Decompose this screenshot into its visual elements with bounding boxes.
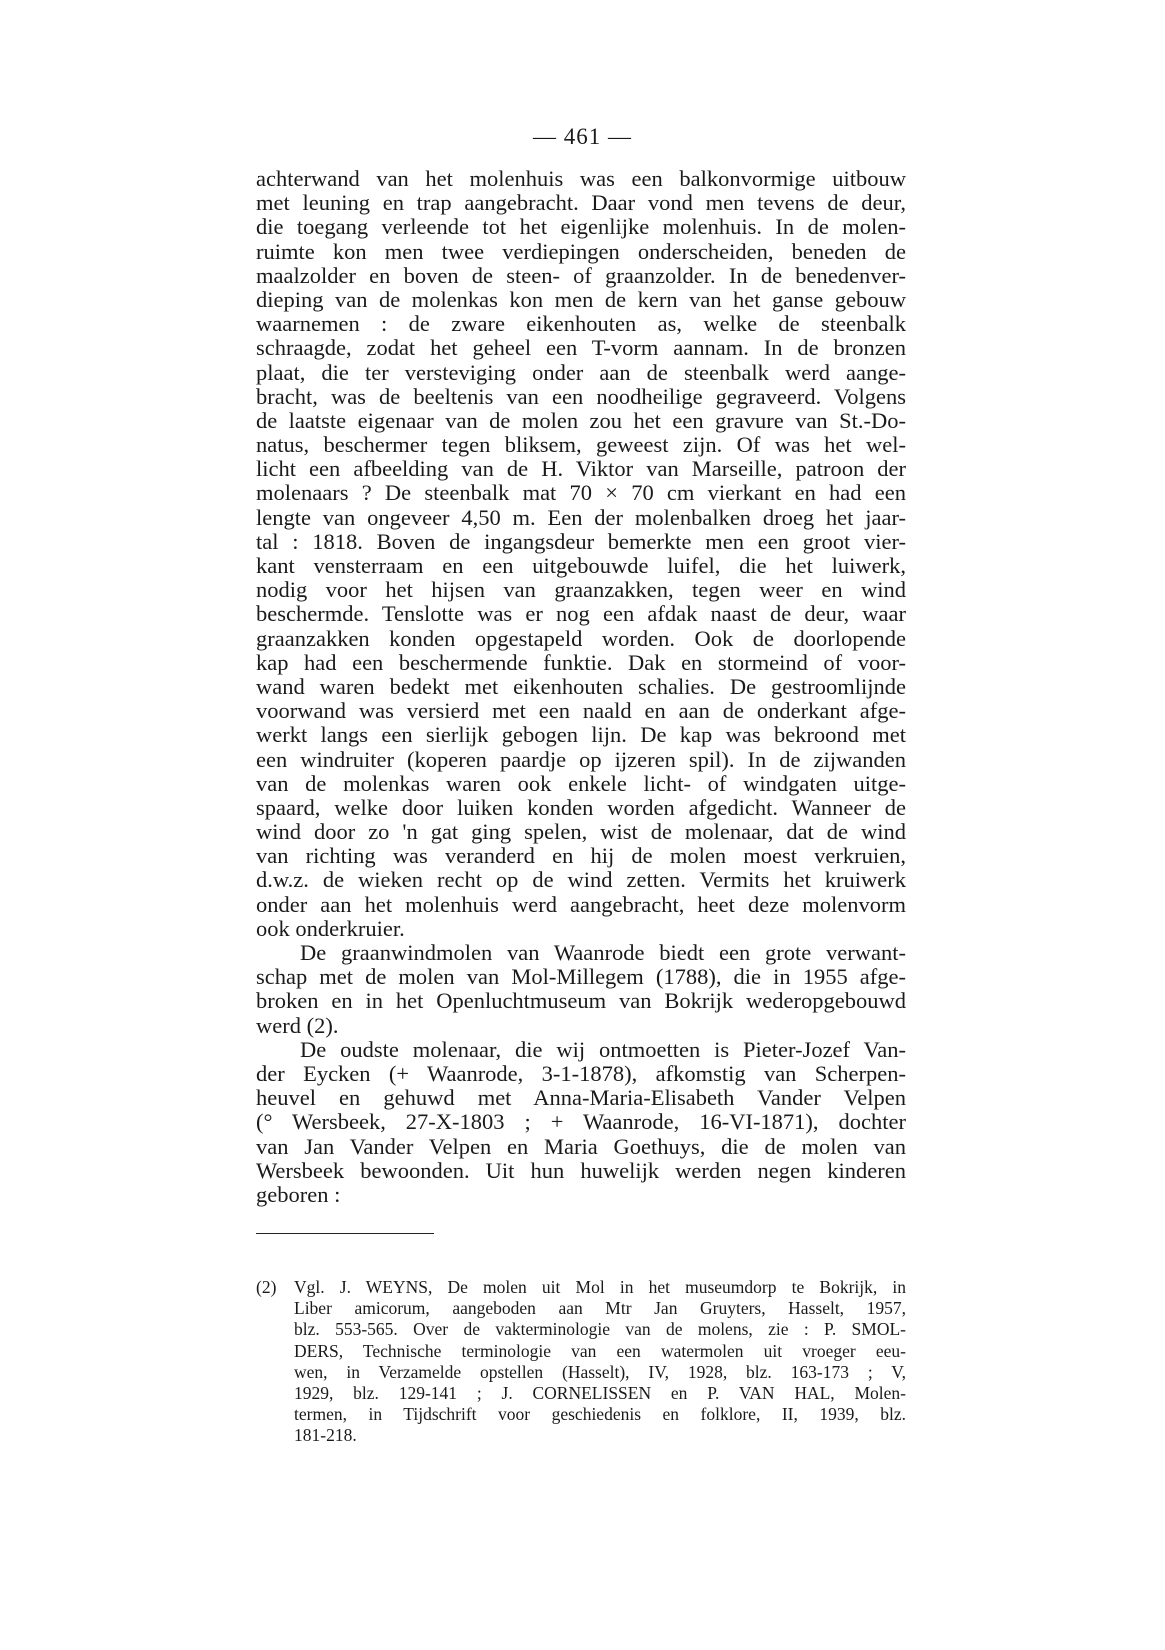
text-line: d.w.z. de wieken recht op de wind zetten. Vermits het kruiwerk [256,867,906,893]
text-line: ook onderkruier. [256,915,405,941]
footnote-marker: (2) [256,1277,277,1297]
text-line: lengte van ongeveer 4,50 m. Een der molenbalken droeg het jaar- [256,504,906,530]
body-text [256,167,906,1207]
text-line: kant vensterraam en een uitgebouwde luifel, die het luiwerk, [256,553,906,578]
text-line: werkt langs een sierlijk gebogen lijn. De kap was bekroond met [256,722,906,748]
footnote-line: blz. 553-565. Over de vakterminologie van de molens, zie : P. SMOL- [294,1319,906,1340]
text-line: (° Wersbeek, 27-X-1803 ; + Waanrode, 16-VI-1871), dochter [256,1109,906,1135]
text-line: achterwand van het molenhuis was een balkonvormige uitbouw [256,166,906,191]
text-line: De graanwindmolen van Waanrode biedt een grote verwant- [300,940,906,965]
text-line: plaat, die ter versteviging onder aan de steenbalk werd aange- [256,359,906,385]
text-line: wind door zo 'n gat ging spelen, wist de molenaar, dat de wind [256,819,906,845]
text-line: heuvel en gehuwd met Anna-Maria-Elisabeth Vander Velpen [256,1085,906,1111]
text-line: voorwand was versierd met een naald en aan de onderkant afge- [256,698,906,724]
footnote-line: termen, in Tijdschrift voor geschiedenis en folklore, II, 1939, blz. [294,1404,906,1425]
text-line: maalzolder en boven de steen- of graanzolder. In de benedenver- [256,262,906,288]
text-line: nodig voor het hijsen van graanzakken, tegen weer en wind [256,577,906,603]
text-line: waarnemen : de zware eikenhouten as, welke de steenbalk [256,311,906,337]
text-line: licht een afbeelding van de H. Viktor van Marseille, patroon der [256,456,906,482]
text-line: kap had een beschermende funktie. Dak en stormeind of voor- [256,649,906,675]
footnote-line: Vgl. J. WEYNS, De molen uit Mol in het museumdorp te Bokrijk, in [294,1277,906,1297]
text-line: molenaars ? De steenbalk mat 70 × 70 cm vierkant en had een [256,480,906,506]
footnote-line: DERS, Technische terminologie van een watermolen uit vroeger eeu- [294,1340,906,1361]
text-line: van Jan Vander Velpen en Maria Goethuys, die de molen van [256,1133,906,1159]
text-line: broken en in het Openluchtmuseum van Bokrijk wederopgebouwd [256,988,906,1014]
text-line: natus, beschermer tegen bliksem, geweest zijn. Of was het wel- [256,432,906,458]
text-line: De oudste molenaar, die wij ontmoetten is Pieter-Jozef Van- [300,1036,906,1062]
text-line: graanzakken konden opgestapeld worden. Ook de doorlopende [256,625,906,651]
footnote-line: wen, in Verzamelde opstellen (Hasselt), IV, 1928, blz. 163-173 ; V, [294,1361,906,1382]
footnote-divider [256,1233,434,1234]
text-line: Wersbeek bewoonden. Uit hun huwelijk werden negen kinderen [256,1157,906,1183]
text-line: beschermde. Tenslotte was er nog een afdak naast de deur, waar [256,601,906,627]
text-line: werd (2). [256,1012,339,1038]
text-line: de laatste eigenaar van de molen zou het een gravure van St.-Do- [256,407,906,433]
footnote-line: Liber amicorum, aangeboden aan Mtr Jan Gruyters, Hasselt, 1957, [294,1298,906,1319]
text-line: schap met de molen van Mol-Millegem (1788), die in 1955 afge- [256,964,906,990]
page-number: — 461 — [533,124,632,149]
text-line: schraagde, zodat het geheel een T-vorm aannam. In de bronzen [256,335,906,361]
text-line: onder aan het molenhuis werd aangebracht, heet deze molenvorm [256,891,906,917]
text-line: van richting was veranderd en hij de molen moest verkruien, [256,843,906,869]
text-line: met leuning en trap aangebracht. Daar vond men tevens de deur, [256,190,906,216]
text-line: ruimte kon men twee verdiepingen onderscheiden, beneden de [256,238,906,264]
text-line: geboren : [256,1181,341,1207]
text-line: een windruiter (koperen paardje op ijzeren spil). In de zijwanden [256,746,906,772]
text-line: spaard, welke door luiken konden worden afgedicht. Wanneer de [256,794,906,820]
text-line: tal : 1818. Boven de ingangsdeur bemerkte men een groot vier- [256,528,906,554]
text-line: der Eycken (+ Waanrode, 3-1-1878), afkomstig van Scherpen- [256,1060,906,1086]
footnote-line: 1929, blz. 129-141 ; J. CORNELISSEN en P. VAN HAL, Molen- [294,1382,906,1403]
text-line: die toegang verleende tot het eigenlijke molenhuis. In de molen- [256,214,906,240]
footnote [256,1277,906,1447]
text-line: dieping van de molenkas kon men de kern van het ganse gebouw [256,286,906,312]
text-line: bracht, was de beeltenis van een noodheilige gegraveerd. Volgens [256,383,906,409]
text-line: wand waren bedekt met eikenhouten schalies. De gestroomlijnde [256,673,906,699]
footnote-line: 181-218. [294,1425,357,1446]
footnote-body [294,1277,906,1447]
text-line: van de molenkas waren ook enkele licht- of windgaten uitge- [256,770,906,796]
